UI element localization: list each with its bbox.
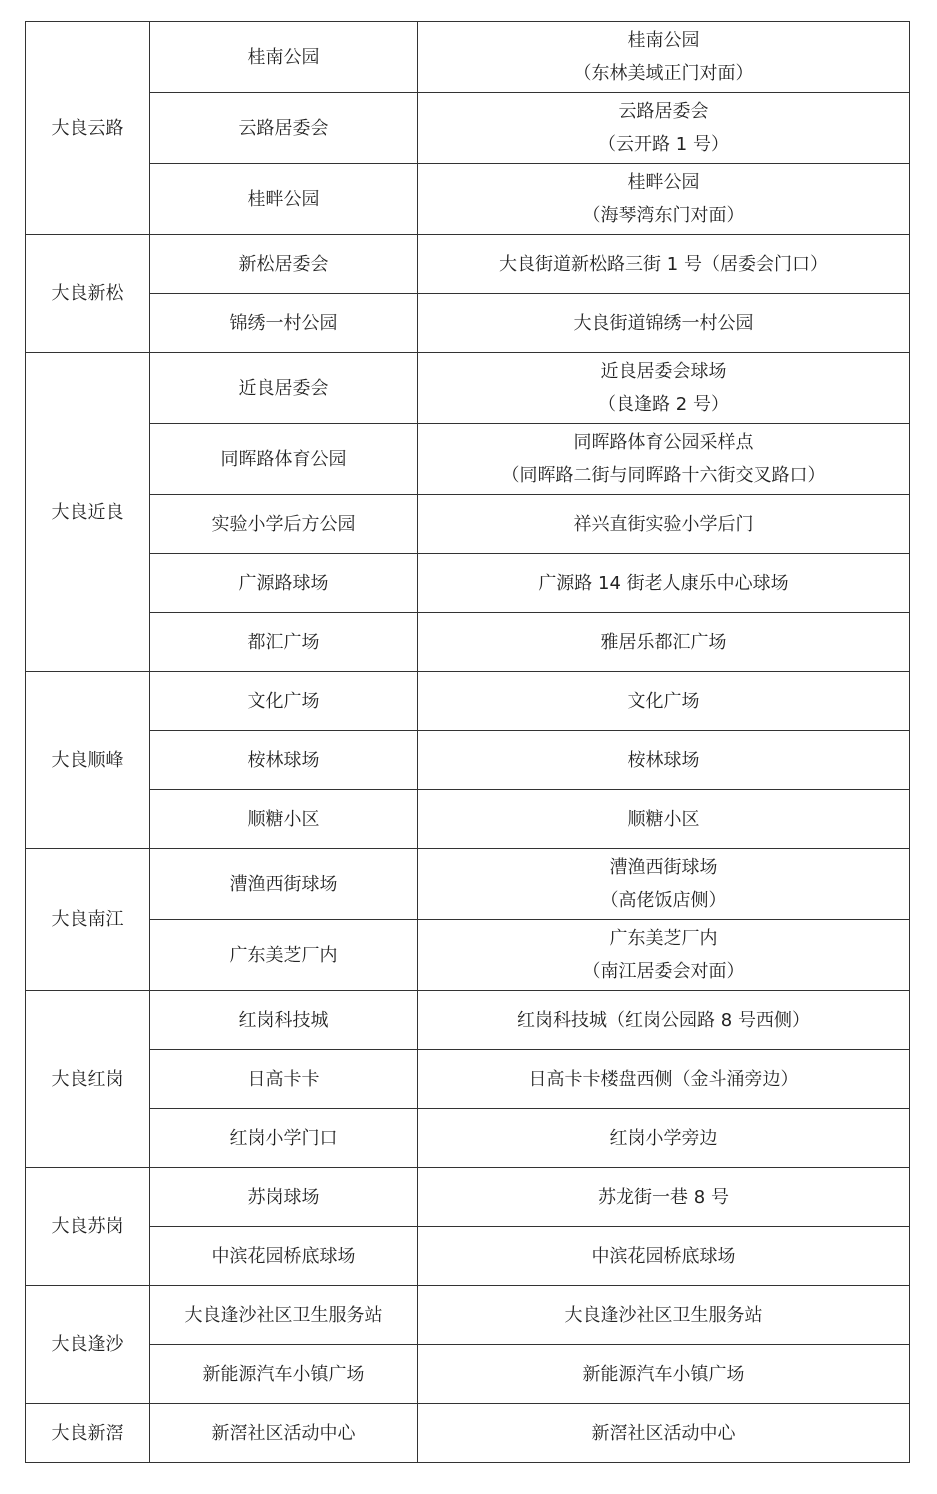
site-address-cell: [418, 495, 910, 554]
table-body: [26, 22, 910, 1463]
table-row: [26, 920, 910, 991]
table-row: [26, 1227, 910, 1286]
table-row: [26, 1286, 910, 1345]
site-address-cell: [418, 294, 910, 353]
site-address-cell: [418, 164, 910, 235]
site-name-cell: 同晖路体育公园: [150, 424, 418, 495]
site-address-cell: [418, 613, 910, 672]
table-row: [26, 93, 910, 164]
address-line: 漕渔西街球场: [609, 857, 718, 878]
site-name-cell: 桉林球场: [150, 731, 418, 790]
site-name-cell: 苏岗球场: [150, 1168, 418, 1227]
site-address-cell: [418, 353, 910, 424]
address-line: （高佬饭店侧）: [600, 890, 727, 911]
site-address-cell: [418, 554, 910, 613]
site-address-cell: [418, 1168, 910, 1227]
address-line: 祥兴直街实验小学后门: [573, 513, 754, 535]
community-cell: 大良逢沙: [26, 1286, 150, 1404]
site-address-cell: [418, 93, 910, 164]
address-line: 广东美芝厂内: [609, 928, 718, 949]
address-line: （同晖路二街与同晖路十六街交叉路口）: [501, 465, 826, 486]
address-line: 桂南公园: [627, 30, 700, 51]
site-address-cell: [418, 1109, 910, 1168]
address-line: 红岗科技城（红岗公园路 8 号西侧）: [517, 1009, 810, 1031]
community-cell: 大良新滘: [26, 1404, 150, 1463]
table-row: [26, 849, 910, 920]
site-address-cell: [418, 672, 910, 731]
site-name-cell: 中滨花园桥底球场: [150, 1227, 418, 1286]
address-line: 顺糖小区: [627, 808, 700, 830]
table-row: [26, 554, 910, 613]
site-name-cell: 日高卡卡: [150, 1050, 418, 1109]
community-cell: 大良近良: [26, 353, 150, 672]
address-line: 桉林球场: [627, 749, 700, 771]
site-name-cell: 广源路球场: [150, 554, 418, 613]
address-line: 文化广场: [627, 690, 700, 712]
site-address-cell: [418, 1227, 910, 1286]
site-address-cell: [418, 849, 910, 920]
community-cell: 大良云路: [26, 22, 150, 235]
address-line: 大良街道新松路三街 1 号（居委会门口）: [499, 253, 828, 275]
site-address-cell: [418, 1345, 910, 1404]
site-address-cell: [418, 235, 910, 294]
address-line: 新能源汽车小镇广场: [582, 1363, 745, 1385]
table-row: [26, 1050, 910, 1109]
address-line: 云路居委会: [618, 101, 709, 122]
site-name-cell: 实验小学后方公园: [150, 495, 418, 554]
community-cell: 大良新松: [26, 235, 150, 353]
address-line: 大良逢沙社区卫生服务站: [564, 1304, 763, 1326]
sampling-sites-table: [25, 21, 910, 1463]
site-address-cell: [418, 1050, 910, 1109]
address-line: （海琴湾东门对面）: [582, 205, 745, 226]
address-line: 苏龙街一巷 8 号: [598, 1186, 729, 1208]
community-cell: 大良南江: [26, 849, 150, 991]
site-address-cell: [418, 920, 910, 991]
table-row: [26, 495, 910, 554]
site-name-cell: 广东美芝厂内: [150, 920, 418, 991]
address-line: （东林美域正门对面）: [573, 63, 754, 84]
community-cell: 大良苏岗: [26, 1168, 150, 1286]
site-address-cell: [418, 731, 910, 790]
table-row: [26, 613, 910, 672]
site-address-cell: [418, 991, 910, 1050]
site-name-cell: 新能源汽车小镇广场: [150, 1345, 418, 1404]
address-line: 大良街道锦绣一村公园: [573, 312, 754, 334]
table-row: [26, 294, 910, 353]
site-name-cell: 锦绣一村公园: [150, 294, 418, 353]
site-name-cell: 顺糖小区: [150, 790, 418, 849]
site-name-cell: 桂畔公园: [150, 164, 418, 235]
address-line: 雅居乐都汇广场: [600, 631, 727, 653]
table-row: [26, 1345, 910, 1404]
table-row: [26, 991, 910, 1050]
site-address-cell: [418, 22, 910, 93]
site-name-cell: 大良逢沙社区卫生服务站: [150, 1286, 418, 1345]
address-line: 同晖路体育公园采样点: [573, 432, 754, 453]
site-address-cell: [418, 424, 910, 495]
table-row: [26, 1168, 910, 1227]
address-line: 桂畔公园: [627, 172, 700, 193]
table-row: [26, 22, 910, 93]
address-line: 近良居委会球场: [600, 361, 727, 382]
site-name-cell: 都汇广场: [150, 613, 418, 672]
site-address-cell: [418, 1404, 910, 1463]
address-line: （南江居委会对面）: [582, 961, 745, 982]
address-line: 日高卡卡楼盘西侧（金斗涌旁边）: [528, 1068, 799, 1090]
site-name-cell: 红岗小学门口: [150, 1109, 418, 1168]
site-name-cell: 文化广场: [150, 672, 418, 731]
address-line: （云开路 1 号）: [598, 134, 729, 155]
site-name-cell: 近良居委会: [150, 353, 418, 424]
site-name-cell: 新滘社区活动中心: [150, 1404, 418, 1463]
address-line: 中滨花园桥底球场: [591, 1245, 736, 1267]
site-address-cell: [418, 790, 910, 849]
table-row: [26, 235, 910, 294]
site-name-cell: 桂南公园: [150, 22, 418, 93]
site-name-cell: 新松居委会: [150, 235, 418, 294]
table-row: [26, 790, 910, 849]
table-row: [26, 353, 910, 424]
community-cell: 大良红岗: [26, 991, 150, 1168]
table-row: [26, 731, 910, 790]
table-row: [26, 1109, 910, 1168]
site-name-cell: 红岗科技城: [150, 991, 418, 1050]
address-line: 广源路 14 街老人康乐中心球场: [538, 572, 789, 594]
table-row: [26, 424, 910, 495]
table-row: [26, 164, 910, 235]
address-line: 新滘社区活动中心: [591, 1422, 736, 1444]
site-address-cell: [418, 1286, 910, 1345]
site-name-cell: 漕渔西街球场: [150, 849, 418, 920]
site-name-cell: 云路居委会: [150, 93, 418, 164]
address-line: （良逢路 2 号）: [598, 394, 729, 415]
table-row: [26, 1404, 910, 1463]
community-cell: 大良顺峰: [26, 672, 150, 849]
address-line: 红岗小学旁边: [609, 1127, 718, 1149]
table-row: [26, 672, 910, 731]
